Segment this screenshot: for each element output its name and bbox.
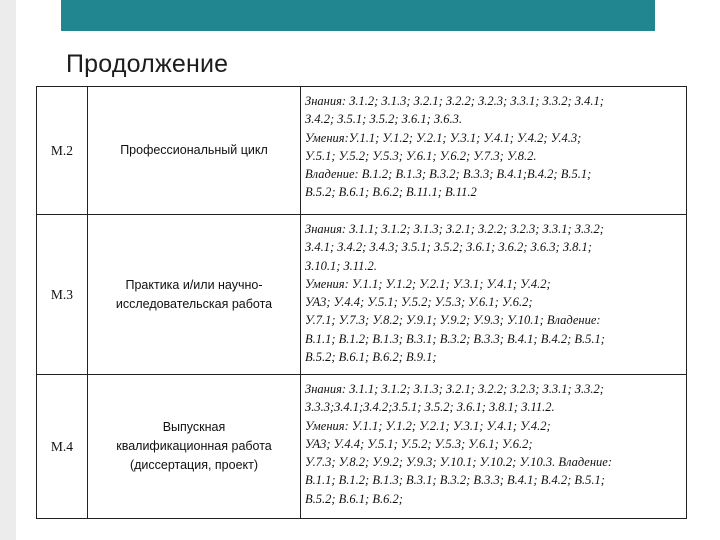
module-code: М.3: [37, 215, 88, 375]
competency-line: З.3.3;З.4.1;З.4.2;З.5.1; З.5.2; З.6.1; З.8.1; З.11.2.: [305, 400, 555, 415]
module-name-line: Выпускная: [162, 420, 226, 434]
module-name: [88, 87, 301, 215]
competency-line: У.7.3; У.8.2; У.9.2; У.9.3; У.10.1; У.10.2; У.10.3. Владение:: [305, 455, 613, 470]
module-code: М.2: [37, 87, 88, 215]
slide-left-edge: [0, 0, 16, 540]
slide-title: Продолжение: [66, 50, 229, 78]
competency-line: Владение: В.1.2; В.1.3; В.3.2; В.3.3; В.4.1;В.4.2; В.5.1;: [305, 167, 592, 182]
competency-line: З.4.1; З.4.2; З.4.3; З.5.1; З.5.2; З.6.1; З.6.2; З.6.3; З.8.1;: [305, 240, 592, 255]
competency-line: В.5.2; В.6.1; В.6.2;: [305, 491, 403, 506]
curriculum-table: [36, 86, 687, 519]
competencies-cell: [301, 215, 687, 375]
competency-line: УА3; У.4.4; У.5.1; У.5.2; У.5.3; У.6.1; У.6.2;: [305, 436, 533, 451]
competencies-cell: [301, 375, 687, 519]
module-name-line: Профессиональный цикл: [120, 143, 268, 157]
competency-line: В.5.2; В.6.1; В.6.2; В.9.1;: [305, 350, 437, 365]
competency-line: В.5.2; В.6.1; В.6.2; В.11.1; В.11.2: [305, 185, 477, 200]
table-row: [37, 87, 687, 215]
module-name-line: квалификационная работа: [116, 439, 272, 453]
competency-line: У.5.1; У.5.2; У.5.3; У.6.1; У.6.2; У.7.3; У.8.2.: [305, 148, 537, 163]
competency-line: Знания: З.1.2; З.1.3; З.2.1; З.2.2; З.2.3; З.3.1; З.3.2; З.4.1;: [305, 94, 604, 108]
competency-line: УА3; У.4.4; У.5.1; У.5.2; У.5.3; У.6.1; У.6.2;: [305, 295, 533, 310]
table-row: [37, 375, 687, 519]
module-code: М.4: [37, 375, 88, 519]
competencies-cell: [301, 87, 687, 215]
header-accent-bar: [61, 0, 655, 31]
competency-line: Знания: З.1.1; З.1.2; З.1.3; З.2.1; З.2.2; З.2.3; З.3.1; З.3.2;: [305, 222, 604, 236]
competency-line: У.7.1; У.7.3; У.8.2; У.9.1; У.9.2; У.9.3; У.10.1; Владение:: [305, 313, 601, 328]
competency-line: Знания: З.1.1; З.1.2; З.1.3; З.2.1; З.2.2; З.2.3; З.3.1; З.3.2;: [305, 382, 604, 396]
module-name-line: исследовательская работа: [115, 296, 273, 311]
competency-line: З.10.1; З.11.2.: [305, 258, 377, 273]
competency-line: Умения: У.1.1; У.1.2; У.2.1; У.3.1; У.4.1; У.4.2;: [305, 276, 551, 291]
module-name-line: (диссертация, проект): [129, 458, 259, 472]
competency-line: Умения: У.1.1; У.1.2; У.2.1; У.3.1; У.4.1; У.4.2;: [305, 418, 551, 433]
table-row: [37, 215, 687, 375]
module-name-line: Практика и/или научно-: [125, 277, 263, 292]
module-name: [88, 375, 301, 519]
module-name: [88, 215, 301, 375]
competency-line: З.4.2; З.5.1; З.5.2; З.6.1; З.6.3.: [305, 112, 462, 127]
competency-line: В.1.1; В.1.2; В.1.3; В.3.1; В.3.2; В.3.3; В.4.1; В.4.2; В.5.1;: [305, 331, 605, 346]
competency-line: Умения:У.1.1; У.1.2; У.2.1; У.3.1; У.4.1; У.4.2; У.4.3;: [305, 130, 582, 145]
competency-line: В.1.1; В.1.2; В.1.3; В.3.1; В.3.2; В.3.3; В.4.1; В.4.2; В.5.1;: [305, 473, 605, 488]
